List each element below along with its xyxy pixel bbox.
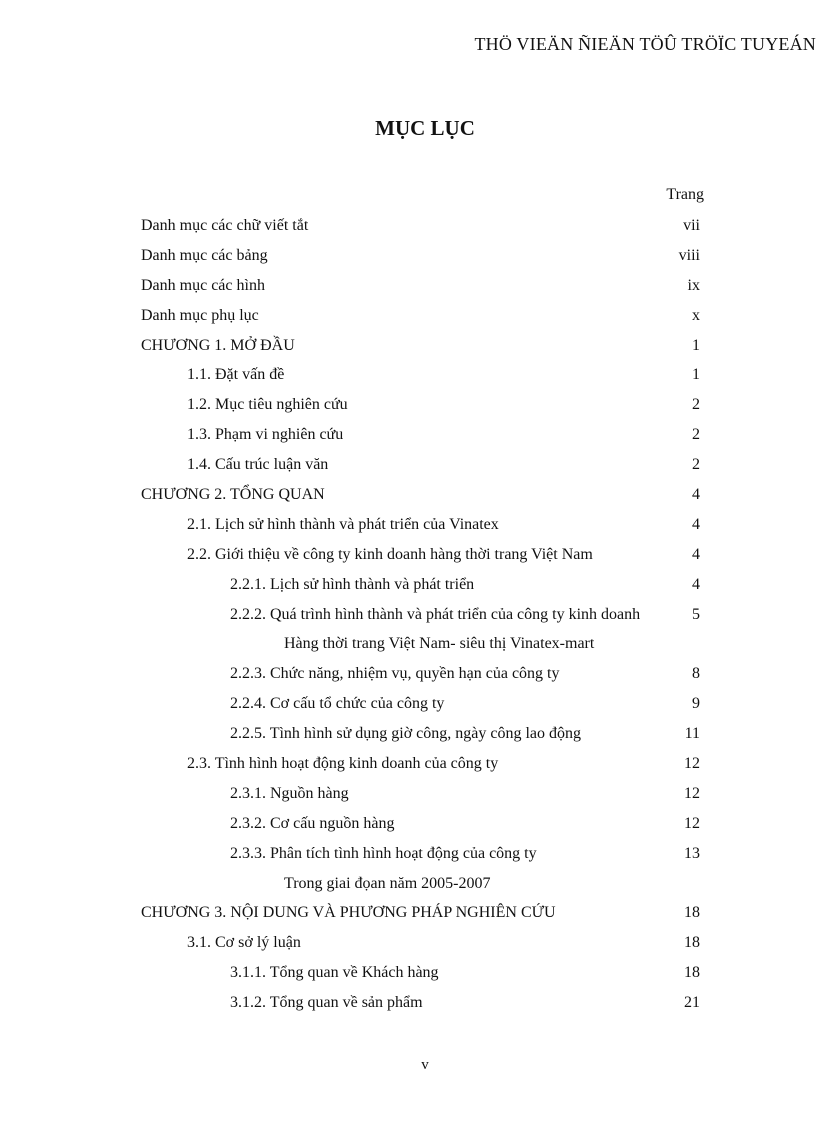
toc-entry-label: 2.2.3. Chức năng, nhiệm vụ, quyền hạn của công ty bbox=[230, 665, 560, 683]
toc-entry-label: 2.2. Giới thiệu về công ty kinh doanh hàng thời trang Việt Nam bbox=[187, 545, 593, 563]
toc-entry-label: Danh mục các hình bbox=[141, 276, 265, 294]
toc-entry-label: 1.1. Đặt vấn đề bbox=[187, 366, 285, 384]
toc-entry-page: 18 bbox=[684, 964, 700, 982]
toc-entry-label: Trong giai đọan năm 2005-2007 bbox=[284, 874, 491, 892]
toc-entry-page: 9 bbox=[692, 695, 700, 713]
toc-entry-page: vii bbox=[683, 217, 700, 234]
toc-entry-page: 13 bbox=[684, 844, 700, 862]
toc-entry-label: Danh mục các chữ viết tắt bbox=[141, 217, 309, 234]
toc-entry-page: x bbox=[692, 306, 700, 324]
toc-entry-label: 1.3. Phạm vi nghiên cứu bbox=[187, 426, 344, 444]
toc-entry-page: 12 bbox=[684, 784, 700, 802]
toc-entry-page: 1 bbox=[692, 366, 700, 384]
toc-entry[interactable] bbox=[0, 271, 816, 301]
toc-entry-label: 2.2.2. Quá trình hình thành và phát triển của công ty kinh doanh bbox=[230, 605, 641, 623]
toc-entry[interactable] bbox=[0, 839, 816, 869]
toc-entry-label: CHƯƠNG 1. MỞ ĐẦU bbox=[141, 336, 295, 354]
toc-entry-label: 2.1. Lịch sử hình thành và phát triển của Vinatex bbox=[187, 515, 499, 533]
toc-entry[interactable] bbox=[0, 689, 816, 719]
toc-entry-page: 18 bbox=[684, 934, 700, 952]
toc-entry-label: 3.1.2. Tổng quan về sản phẩm bbox=[230, 994, 423, 1012]
toc-entry[interactable] bbox=[0, 988, 816, 1018]
page-header: THÖ VIEÄN ÑIEÄN TÖÛ TRÖÏC TUYEÁN bbox=[474, 34, 816, 54]
toc-entry-label: 2.2.4. Cơ cấu tổ chức của công ty bbox=[230, 695, 445, 713]
toc-entry-label: Danh mục phụ lục bbox=[141, 306, 259, 324]
toc-entry[interactable] bbox=[0, 540, 816, 570]
toc-entry-label: Hàng thời trang Việt Nam- siêu thị Vinatex-mart bbox=[284, 635, 595, 653]
toc-entry-page: 12 bbox=[684, 814, 700, 832]
toc-entry[interactable] bbox=[0, 659, 816, 689]
toc-entry-label: 3.1. Cơ sở lý luận bbox=[187, 934, 301, 952]
toc-entry-label: 2.3.1. Nguồn hàng bbox=[230, 784, 349, 802]
toc-entry-page: viii bbox=[678, 246, 700, 264]
toc-entry[interactable] bbox=[0, 360, 816, 390]
toc-entry-label: CHƯƠNG 2. TỔNG QUAN bbox=[141, 486, 325, 504]
toc-entry-page: 18 bbox=[684, 904, 700, 922]
toc-chapter-3[interactable] bbox=[0, 898, 816, 928]
toc-entry[interactable] bbox=[0, 301, 816, 331]
toc-entry-page: 4 bbox=[692, 515, 700, 533]
toc-entry[interactable] bbox=[0, 420, 816, 450]
toc-entry-label: 1.4. Cấu trúc luận văn bbox=[187, 456, 329, 474]
toc-entry[interactable] bbox=[0, 570, 816, 600]
toc-entry-label: 2.2.5. Tình hình sử dụng giờ công, ngày công lao động bbox=[230, 725, 582, 743]
toc-entry-label: 2.3.2. Cơ cấu nguồn hàng bbox=[230, 814, 395, 832]
page-column-label: Trang bbox=[666, 186, 704, 203]
toc-entry-page: 5 bbox=[692, 605, 700, 623]
toc-entry-label: 2.3. Tình hình hoạt động kinh doanh của công ty bbox=[187, 755, 499, 773]
toc-entry-page: 11 bbox=[684, 725, 700, 743]
toc-entry-label: CHƯƠNG 3. NỘI DUNG VÀ PHƯƠNG PHÁP NGHIÊN CỨU bbox=[141, 904, 556, 922]
toc-entry[interactable] bbox=[0, 600, 816, 630]
toc-entry-label: 1.2. Mục tiêu nghiên cứu bbox=[187, 396, 348, 414]
toc-entry-page: 1 bbox=[692, 336, 700, 354]
toc-entry-continuation bbox=[0, 869, 816, 899]
toc-entry-page: 21 bbox=[684, 994, 700, 1012]
toc-entry[interactable] bbox=[0, 749, 816, 779]
toc-entry-label: 3.1.1. Tổng quan về Khách hàng bbox=[230, 964, 439, 982]
toc-entry-page: 4 bbox=[692, 486, 700, 504]
toc-entry-page: 2 bbox=[692, 456, 700, 474]
toc-entry-label: Danh mục các bảng bbox=[141, 246, 268, 264]
toc-entry-continuation bbox=[0, 629, 816, 659]
toc-entry-page: ix bbox=[687, 276, 700, 294]
toc-entry-label: 2.2.1. Lịch sử hình thành và phát triển bbox=[230, 575, 475, 593]
toc-entry-label: 2.3.3. Phân tích tình hình hoạt động của công ty bbox=[230, 844, 537, 862]
toc-entry[interactable] bbox=[0, 719, 816, 749]
table-of-contents bbox=[0, 211, 816, 1018]
page-number: v bbox=[421, 1057, 429, 1073]
toc-entry[interactable] bbox=[0, 390, 816, 420]
toc-entry[interactable] bbox=[0, 958, 816, 988]
page-title: MỤC LỤC bbox=[375, 116, 475, 140]
toc-entry-page: 12 bbox=[684, 755, 700, 773]
toc-entry[interactable] bbox=[0, 928, 816, 958]
toc-entry-page: 2 bbox=[692, 396, 700, 414]
toc-entry[interactable] bbox=[0, 510, 816, 540]
toc-entry[interactable] bbox=[0, 779, 816, 809]
toc-entry[interactable] bbox=[0, 809, 816, 839]
toc-chapter-1[interactable] bbox=[0, 331, 816, 361]
toc-entry-page: 4 bbox=[692, 545, 700, 563]
toc-entry[interactable] bbox=[0, 241, 816, 271]
toc-entry-page: 2 bbox=[692, 426, 700, 444]
toc-entry-page: 8 bbox=[692, 665, 700, 683]
toc-chapter-2[interactable] bbox=[0, 480, 816, 510]
toc-entry[interactable] bbox=[0, 450, 816, 480]
toc-entry[interactable] bbox=[0, 211, 816, 241]
toc-entry-page: 4 bbox=[692, 575, 700, 593]
